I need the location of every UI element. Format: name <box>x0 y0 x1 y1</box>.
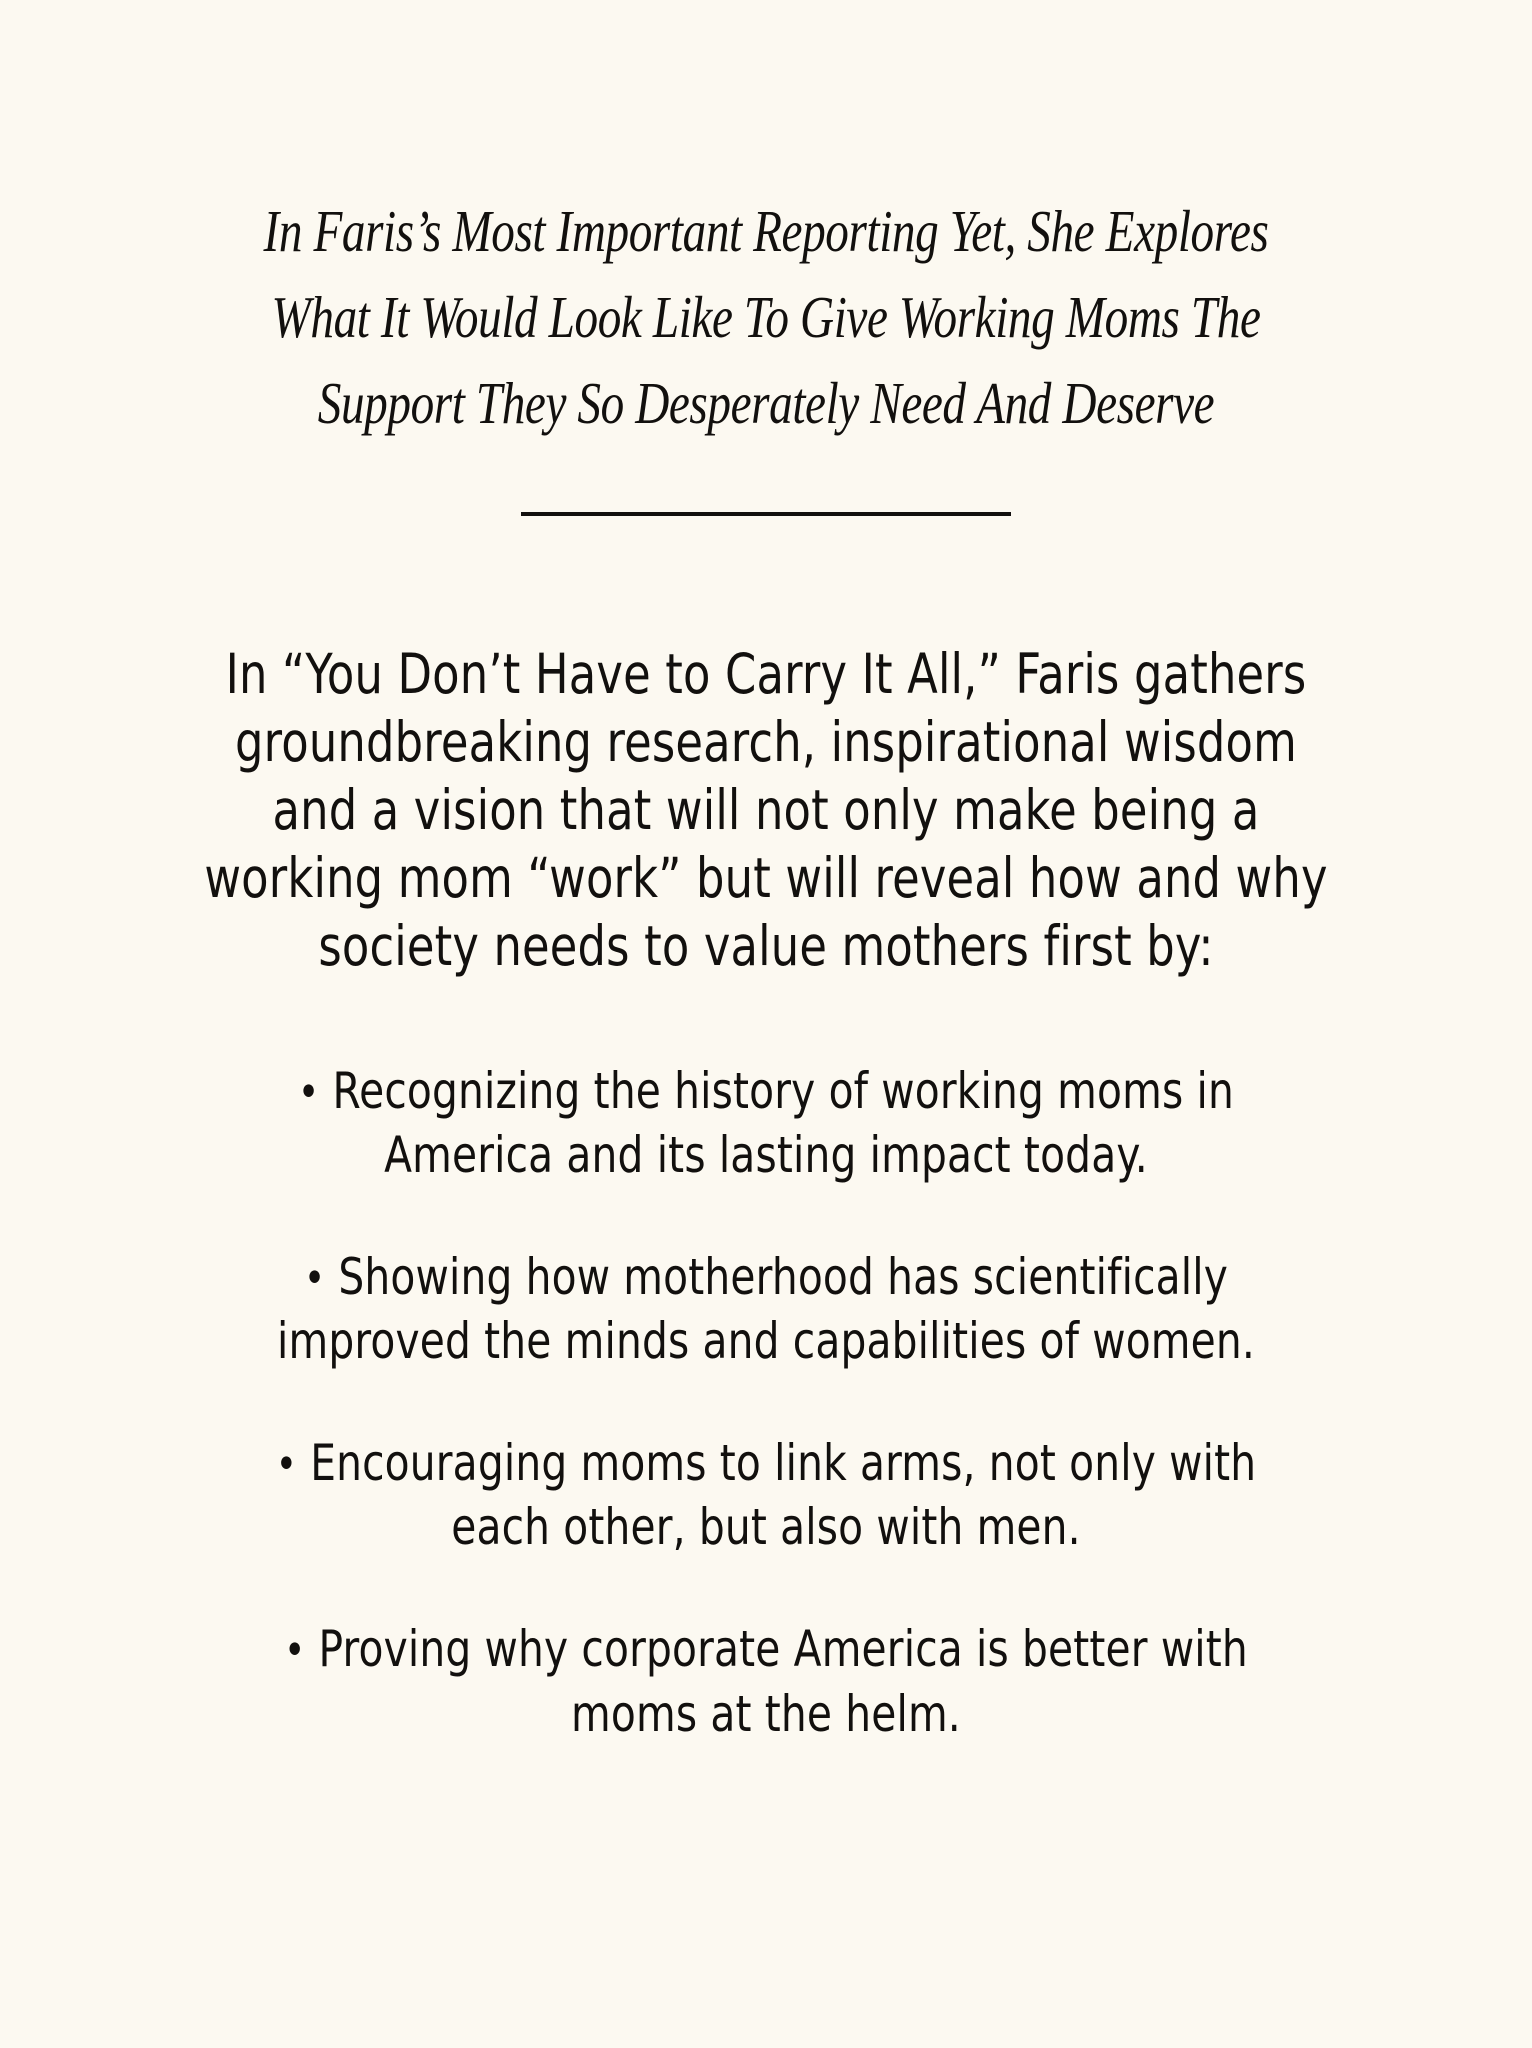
bullet-marker-icon: • <box>275 1439 298 1491</box>
intro-paragraph <box>142 640 1391 980</box>
bullet-marker-icon: • <box>298 1067 320 1119</box>
bullet-text-line-1: Showing how motherhood has scientifically <box>338 1248 1229 1307</box>
intro-line-2: groundbreaking research, inspirational wisdom <box>235 710 1297 774</box>
bullet-marker-icon: • <box>284 1625 306 1677</box>
headline-line-3: Support They So Desperately Need And Deserve <box>317 370 1215 436</box>
headline-line-1: In Faris’s Most Important Reporting Yet, She Explores <box>263 198 1269 264</box>
bullet-text-line-1: Recognizing the history of working moms in <box>332 1062 1234 1120</box>
horizontal-rule-divider <box>521 512 1011 516</box>
bullet-text-line-2: moms at the helm. <box>571 1684 961 1743</box>
bullet-text-line-1: Proving why corporate America is better with <box>318 1620 1248 1679</box>
bullet-line-primary <box>142 1432 1391 1496</box>
intro-line-5: society needs to value mothers first by: <box>318 914 1214 978</box>
bullet-line-primary <box>142 1246 1391 1310</box>
list-item <box>142 1246 1391 1372</box>
bullet-text-line-2: America and its lasting impact today. <box>384 1126 1148 1185</box>
bullet-text-line-1: Encouraging moms to link arms, not only with <box>310 1434 1257 1493</box>
list-item <box>142 1432 1391 1558</box>
divider-container <box>0 512 1532 516</box>
bullet-line-primary <box>142 1060 1391 1124</box>
headline-line-2: What It Would Look Like To Give Working Moms The <box>271 284 1261 350</box>
bullet-text-line-2: improved the minds and capabilities of women. <box>277 1312 1255 1371</box>
bullet-marker-icon: • <box>303 1253 326 1305</box>
list-item <box>142 1618 1391 1744</box>
intro-line-1: In “You Don’t Have to Carry It All,” Faris gathers <box>225 642 1307 706</box>
list-item <box>142 1060 1391 1186</box>
intro-line-4: working mom “work” but will reveal how and why <box>204 846 1328 910</box>
bullet-list <box>0 1060 1532 1805</box>
bullet-line-primary <box>142 1618 1391 1682</box>
page-title <box>153 188 1379 446</box>
bullet-text-line-2: each other, but also with men. <box>451 1498 1081 1557</box>
intro-line-3: and a vision that will not only make being a <box>272 778 1260 842</box>
